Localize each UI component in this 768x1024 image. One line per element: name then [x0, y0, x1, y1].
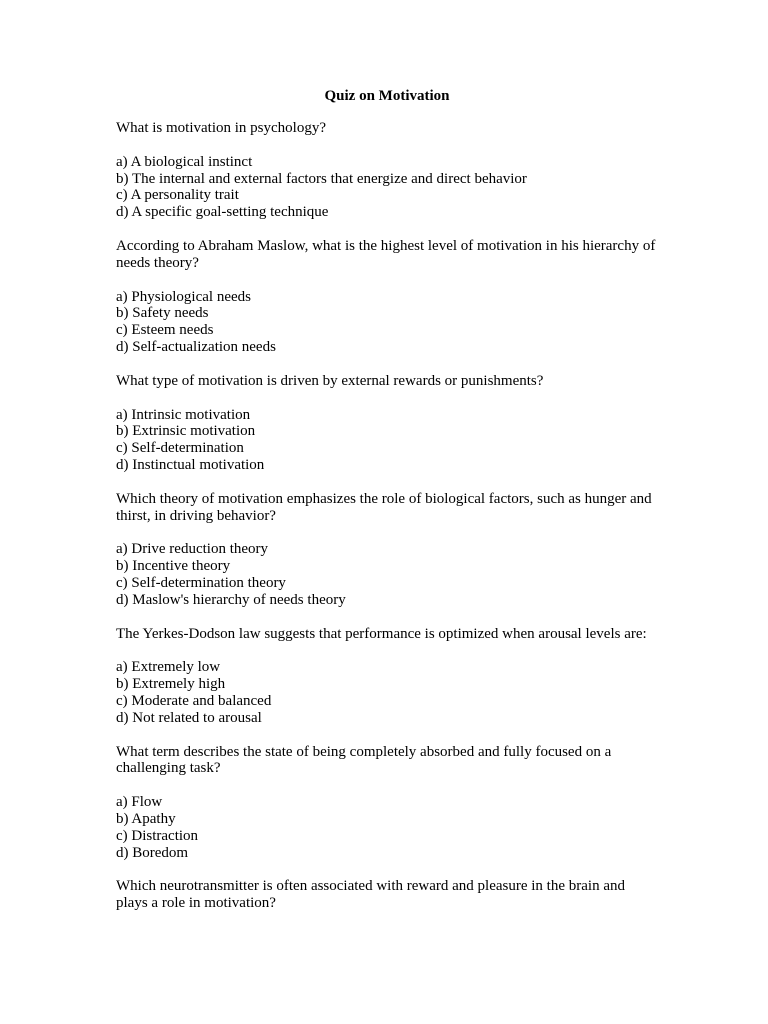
answer-option: d) Self-actualization needs	[116, 338, 276, 355]
answer-option: d) Maslow's hierarchy of needs theory	[116, 591, 346, 608]
answer-option: b) Extrinsic motivation	[116, 423, 256, 440]
answer-option: c) A personality trait	[116, 187, 239, 204]
document-content	[116, 86, 656, 929]
answer-option: b) The internal and external factors that energize and direct behavior	[116, 170, 527, 187]
question-text: What type of motivation is driven by external rewards or punishments?	[116, 372, 544, 389]
question-4	[116, 491, 656, 609]
answer-option: a) Intrinsic motivation	[116, 406, 251, 423]
question-3	[116, 373, 656, 474]
answer-option: c) Moderate and balanced	[116, 692, 272, 709]
question-text: Which theory of motivation emphasizes the role of biological factors, such as hunger and thirst, in driving behavior?	[116, 490, 652, 524]
answer-option: a) A biological instinct	[116, 153, 253, 170]
question-text: The Yerkes-Dodson law suggests that performance is optimized when arousal levels are:	[116, 625, 647, 642]
answer-option: c) Esteem needs	[116, 322, 214, 339]
question-1	[116, 120, 656, 221]
answer-option: a) Extremely low	[116, 659, 221, 676]
question-6	[116, 744, 656, 862]
answer-option: c) Self-determination	[116, 440, 244, 457]
answer-option: c) Distraction	[116, 827, 199, 844]
page-title: Quiz on Motivation	[324, 88, 450, 104]
answer-options	[116, 154, 656, 221]
question-7	[116, 878, 656, 912]
answer-options	[116, 659, 656, 726]
answer-option: d) Instinctual motivation	[116, 456, 265, 473]
answer-options	[116, 407, 656, 474]
answer-option: d) Not related to arousal	[116, 709, 262, 726]
answer-option: c) Self-determination theory	[116, 574, 286, 591]
answer-options	[116, 289, 656, 356]
answer-options	[116, 541, 656, 608]
answer-option: d) A specific goal-setting technique	[116, 204, 329, 221]
answer-option: b) Extremely high	[116, 676, 226, 693]
answer-option: b) Incentive theory	[116, 558, 231, 575]
answer-option: a) Physiological needs	[116, 288, 251, 305]
question-text: According to Abraham Maslow, what is the highest level of motivation in his hierarchy of needs theory?	[116, 237, 656, 271]
question-5	[116, 626, 656, 727]
question-text: What term describes the state of being completely absorbed and fully focused on a challenging task?	[116, 743, 612, 777]
question-text: What is motivation in psychology?	[116, 120, 326, 136]
answer-option: a) Drive reduction theory	[116, 541, 269, 558]
question-2	[116, 238, 656, 356]
answer-option: b) Apathy	[116, 810, 176, 827]
answer-option: d) Boredom	[116, 844, 189, 861]
question-text: Which neurotransmitter is often associated with reward and pleasure in the brain and plays a role in motivation?	[116, 878, 625, 912]
answer-option: a) Flow	[116, 794, 163, 811]
answer-options	[116, 794, 656, 861]
answer-option: b) Safety needs	[116, 305, 209, 322]
